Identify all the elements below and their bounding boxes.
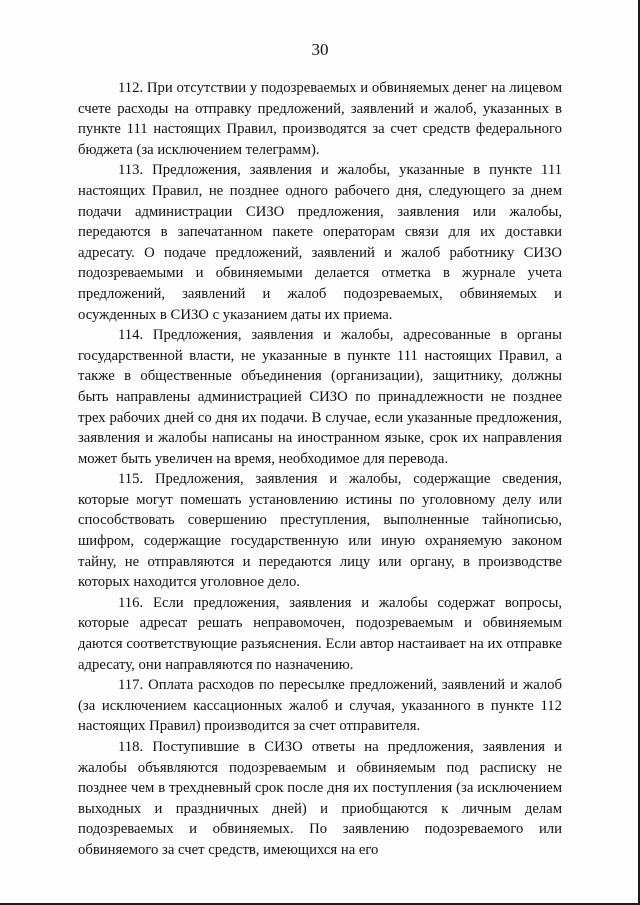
- paragraph-112: 112. При отсутствии у подозреваемых и обвиняемых денег на лицевом счете расходы на отправку предложений, заявлений и жалоб, указанных в пункте 111 настоящих Правил, производятся за счет средств федерального бюджета (за исключением телеграмм).: [78, 80, 562, 158]
- document-body: [78, 78, 562, 861]
- paragraph-116: 116. Если предложения, заявления и жалобы содержат вопросы, которые адресат решать неправомочен, подозреваемым и обвиняемым даются соответствующие разъяснения. Если автор настаивает на их отправке адресату, они направляются по назначению.: [78, 594, 562, 673]
- paragraph-113: 113. Предложения, заявления и жалобы, указанные в пункте 111 настоящих Правил, не позднее одного рабочего дня, следующего за днем подачи администрации СИЗО предложения, заявления или жалобы, передаются в запечатанном пакете операторам связи для их доставки адресату. О подаче предложений, заявлений и жалоб работнику СИЗО подозреваемыми и обвиняемыми делается отметка в журнале учета предложений, заявлений и жалоб подозреваемых, обвиняемых и осужденных в СИЗО с указанием даты их приема.: [78, 162, 562, 323]
- page-number: 30: [311, 40, 329, 59]
- paragraph-115: 115. Предложения, заявления и жалобы, содержащие сведения, которые могут помешать установлению истины по уголовному делу или способствовать совершению преступления, выполненные тайнописью, шифром, содержащие государственную или иную охраняемую законом тайну, не отправляются и передаются лицу или органу, в производстве которых находится уголовное дело.: [78, 471, 562, 591]
- paragraph-117: 117. Оплата расходов по пересылке предложений, заявлений и жалоб (за исключением кассационных жалоб и случая, указанного в пункте 112 настоящих Правил) производится за счет отправителя.: [78, 677, 562, 735]
- paragraph-114: 114. Предложения, заявления и жалобы, адресованные в органы государственной власти, не указанные в пункте 111 настоящих Правил, а также в общественные объединения (организации), защитнику, должны быть направлены администрацией СИЗО по принадлежности не позднее трех рабочих дней со дня их подачи. В случае, если указанные предложения, заявления и жалобы написаны на иностранном языке, срок их направления может быть увеличен на время, необходимое для перевода.: [78, 327, 562, 467]
- paragraph-118: 118. Поступившие в СИЗО ответы на предложения, заявления и жалобы объявляются подозреваемым и обвиняемым под расписку не позднее чем в трехдневный срок после дня их поступления (за исключением выходных и праздничных дней) и приобщаются к личным делам подозреваемых и обвиняемых. По заявлению подозреваемого или обвиняемого за счет средств, имеющихся на его: [78, 739, 562, 858]
